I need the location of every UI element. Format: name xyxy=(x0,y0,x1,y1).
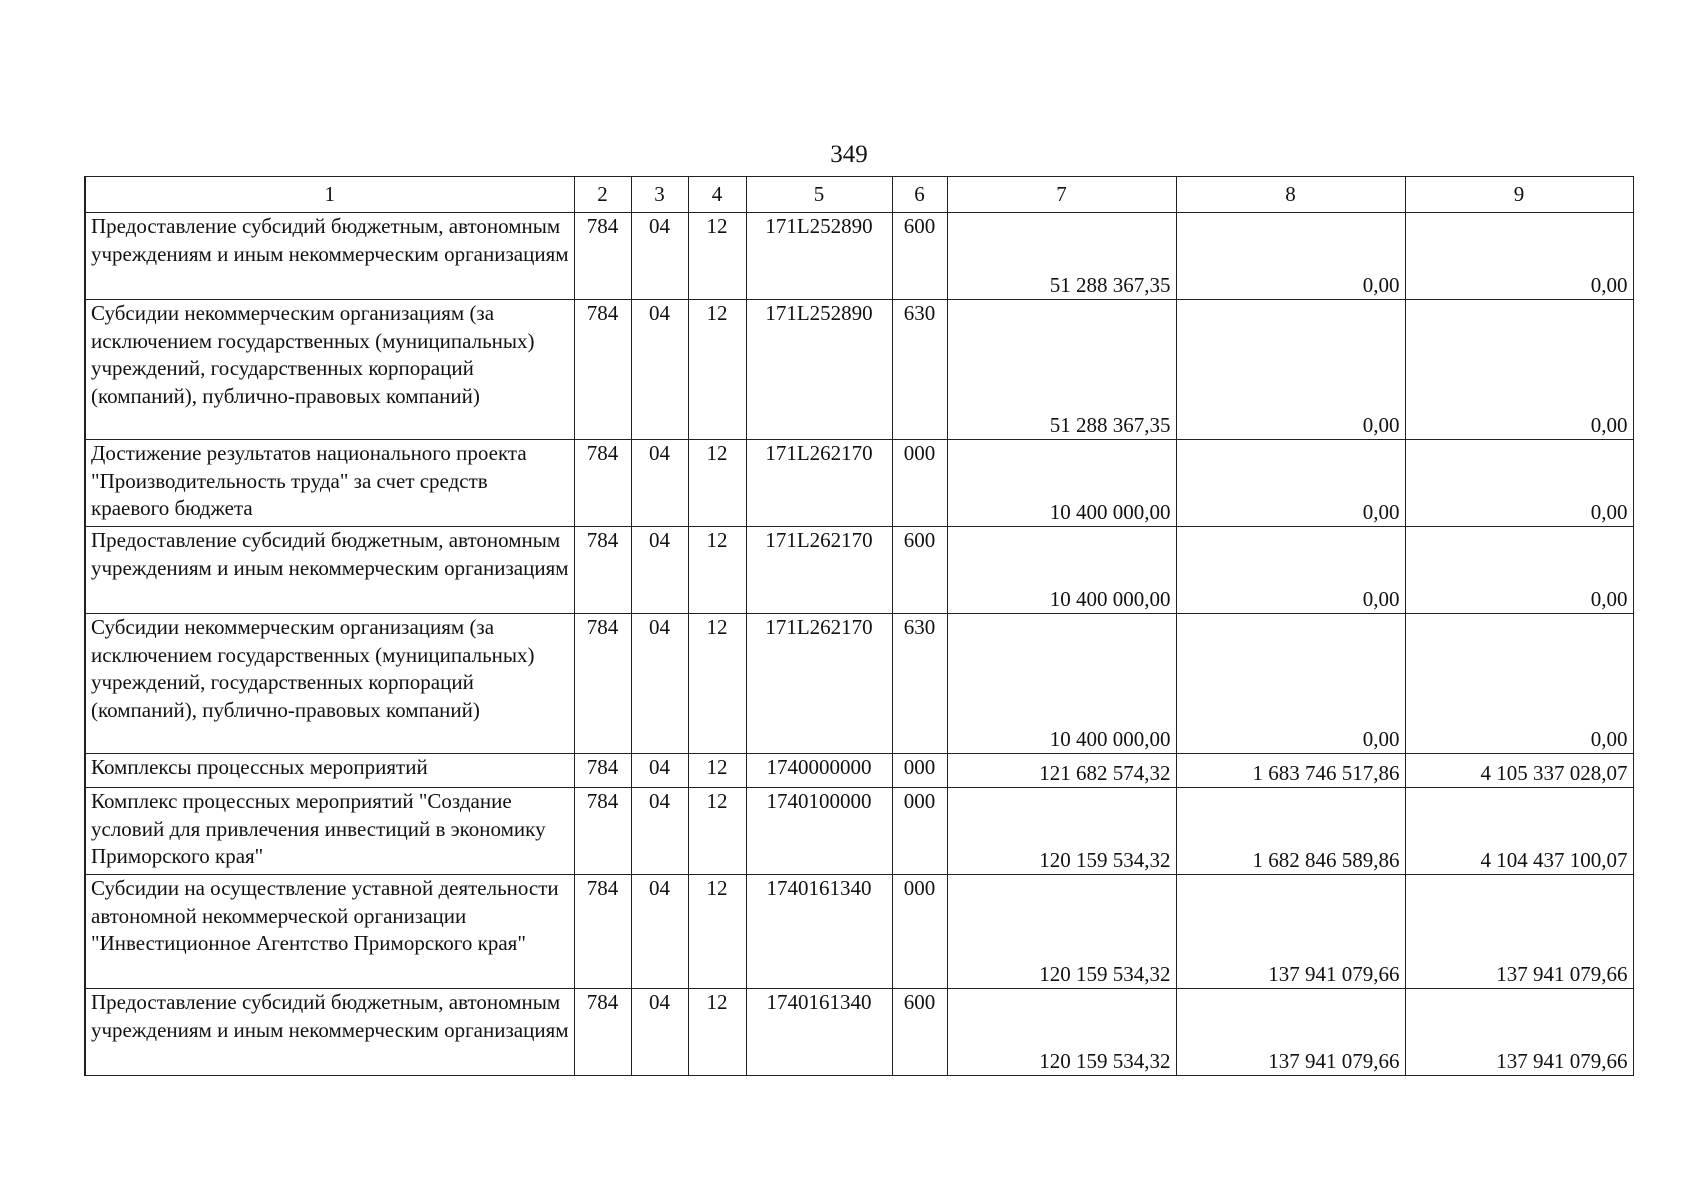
row-name: Комплекс процессных мероприятий "Создание условий для привлечения инвестиций в экономику Приморского края" xyxy=(85,788,574,875)
table-row xyxy=(85,989,1633,1076)
cell-c4: 12 xyxy=(688,213,746,300)
cell-c7: 10 400 000,00 xyxy=(947,440,1176,527)
table-row xyxy=(85,213,1633,300)
row-name: Субсидии некоммерческим организациям (за исключением государственных (муниципальных) учреждений, государственных корпораций (компаний), публично-правовых компаний) xyxy=(85,614,574,754)
header-cell: 1 xyxy=(85,177,574,213)
cell-c4: 12 xyxy=(688,614,746,754)
cell-c4: 12 xyxy=(688,754,746,788)
cell-c9: 0,00 xyxy=(1405,300,1633,440)
cell-c5: 1740000000 xyxy=(746,754,892,788)
table-row xyxy=(85,440,1633,527)
cell-c6: 630 xyxy=(892,300,947,440)
header-cell: 4 xyxy=(688,177,746,213)
cell-c7: 121 682 574,32 xyxy=(947,754,1176,788)
table-row xyxy=(85,788,1633,875)
cell-c9: 137 941 079,66 xyxy=(1405,989,1633,1076)
row-name: Предоставление субсидий бюджетным, автономным учреждениям и иным некоммерческим организациям xyxy=(85,989,574,1076)
cell-c6: 630 xyxy=(892,614,947,754)
cell-c9: 4 104 437 100,07 xyxy=(1405,788,1633,875)
cell-c7: 10 400 000,00 xyxy=(947,527,1176,614)
cell-c2: 784 xyxy=(574,989,631,1076)
cell-c2: 784 xyxy=(574,788,631,875)
cell-c7: 120 159 534,32 xyxy=(947,788,1176,875)
cell-c9: 0,00 xyxy=(1405,614,1633,754)
cell-c8: 1 682 846 589,86 xyxy=(1176,788,1405,875)
row-name: Субсидии некоммерческим организациям (за исключением государственных (муниципальных) учреждений, государственных корпораций (компаний), публично-правовых компаний) xyxy=(85,300,574,440)
cell-c9: 137 941 079,66 xyxy=(1405,875,1633,989)
cell-c2: 784 xyxy=(574,754,631,788)
cell-c2: 784 xyxy=(574,527,631,614)
cell-c3: 04 xyxy=(631,300,688,440)
header-cell: 8 xyxy=(1176,177,1405,213)
table-header-row xyxy=(85,177,1633,213)
cell-c2: 784 xyxy=(574,213,631,300)
cell-c8: 0,00 xyxy=(1176,527,1405,614)
table-row xyxy=(85,614,1633,754)
cell-c8: 0,00 xyxy=(1176,614,1405,754)
cell-c4: 12 xyxy=(688,300,746,440)
cell-c9: 0,00 xyxy=(1405,527,1633,614)
cell-c8: 137 941 079,66 xyxy=(1176,989,1405,1076)
cell-c2: 784 xyxy=(574,300,631,440)
cell-c2: 784 xyxy=(574,875,631,989)
cell-c8: 0,00 xyxy=(1176,440,1405,527)
cell-c6: 600 xyxy=(892,527,947,614)
cell-c3: 04 xyxy=(631,875,688,989)
cell-c2: 784 xyxy=(574,614,631,754)
header-cell: 9 xyxy=(1405,177,1633,213)
budget-table xyxy=(84,176,1634,1076)
table-row xyxy=(85,527,1633,614)
cell-c6: 000 xyxy=(892,754,947,788)
cell-c5: 171L252890 xyxy=(746,213,892,300)
cell-c2: 784 xyxy=(574,440,631,527)
cell-c4: 12 xyxy=(688,989,746,1076)
cell-c6: 600 xyxy=(892,989,947,1076)
header-cell: 3 xyxy=(631,177,688,213)
cell-c4: 12 xyxy=(688,440,746,527)
cell-c3: 04 xyxy=(631,213,688,300)
cell-c5: 171L262170 xyxy=(746,527,892,614)
header-cell: 7 xyxy=(947,177,1176,213)
cell-c5: 1740100000 xyxy=(746,788,892,875)
cell-c6: 000 xyxy=(892,788,947,875)
cell-c9: 0,00 xyxy=(1405,440,1633,527)
cell-c9: 0,00 xyxy=(1405,213,1633,300)
header-cell: 6 xyxy=(892,177,947,213)
cell-c8: 1 683 746 517,86 xyxy=(1176,754,1405,788)
row-name: Предоставление субсидий бюджетным, автономным учреждениям и иным некоммерческим организациям xyxy=(85,213,574,300)
cell-c8: 0,00 xyxy=(1176,213,1405,300)
cell-c3: 04 xyxy=(631,754,688,788)
cell-c7: 51 288 367,35 xyxy=(947,300,1176,440)
cell-c5: 1740161340 xyxy=(746,875,892,989)
cell-c9: 4 105 337 028,07 xyxy=(1405,754,1633,788)
cell-c8: 137 941 079,66 xyxy=(1176,875,1405,989)
cell-c3: 04 xyxy=(631,527,688,614)
header-cell: 2 xyxy=(574,177,631,213)
cell-c3: 04 xyxy=(631,989,688,1076)
cell-c6: 000 xyxy=(892,440,947,527)
cell-c4: 12 xyxy=(688,788,746,875)
cell-c4: 12 xyxy=(688,875,746,989)
cell-c5: 1740161340 xyxy=(746,989,892,1076)
cell-c3: 04 xyxy=(631,788,688,875)
cell-c3: 04 xyxy=(631,440,688,527)
row-name: Комплексы процессных мероприятий xyxy=(85,754,574,788)
cell-c6: 600 xyxy=(892,213,947,300)
table-row xyxy=(85,875,1633,989)
cell-c4: 12 xyxy=(688,527,746,614)
cell-c5: 171L252890 xyxy=(746,300,892,440)
cell-c7: 10 400 000,00 xyxy=(947,614,1176,754)
cell-c6: 000 xyxy=(892,875,947,989)
header-cell: 5 xyxy=(746,177,892,213)
table-row xyxy=(85,754,1633,788)
row-name: Достижение результатов национального проекта "Производительность труда" за счет средств краевого бюджета xyxy=(85,440,574,527)
page-number: 349 xyxy=(830,141,868,168)
cell-c7: 120 159 534,32 xyxy=(947,875,1176,989)
cell-c5: 171L262170 xyxy=(746,614,892,754)
table-row xyxy=(85,300,1633,440)
cell-c7: 120 159 534,32 xyxy=(947,989,1176,1076)
row-name: Субсидии на осуществление уставной деятельности автономной некоммерческой организации "Инвестиционное Агентство Приморского края" xyxy=(85,875,574,989)
cell-c5: 171L262170 xyxy=(746,440,892,527)
row-name: Предоставление субсидий бюджетным, автономным учреждениям и иным некоммерческим организациям xyxy=(85,527,574,614)
cell-c7: 51 288 367,35 xyxy=(947,213,1176,300)
cell-c8: 0,00 xyxy=(1176,300,1405,440)
cell-c3: 04 xyxy=(631,614,688,754)
